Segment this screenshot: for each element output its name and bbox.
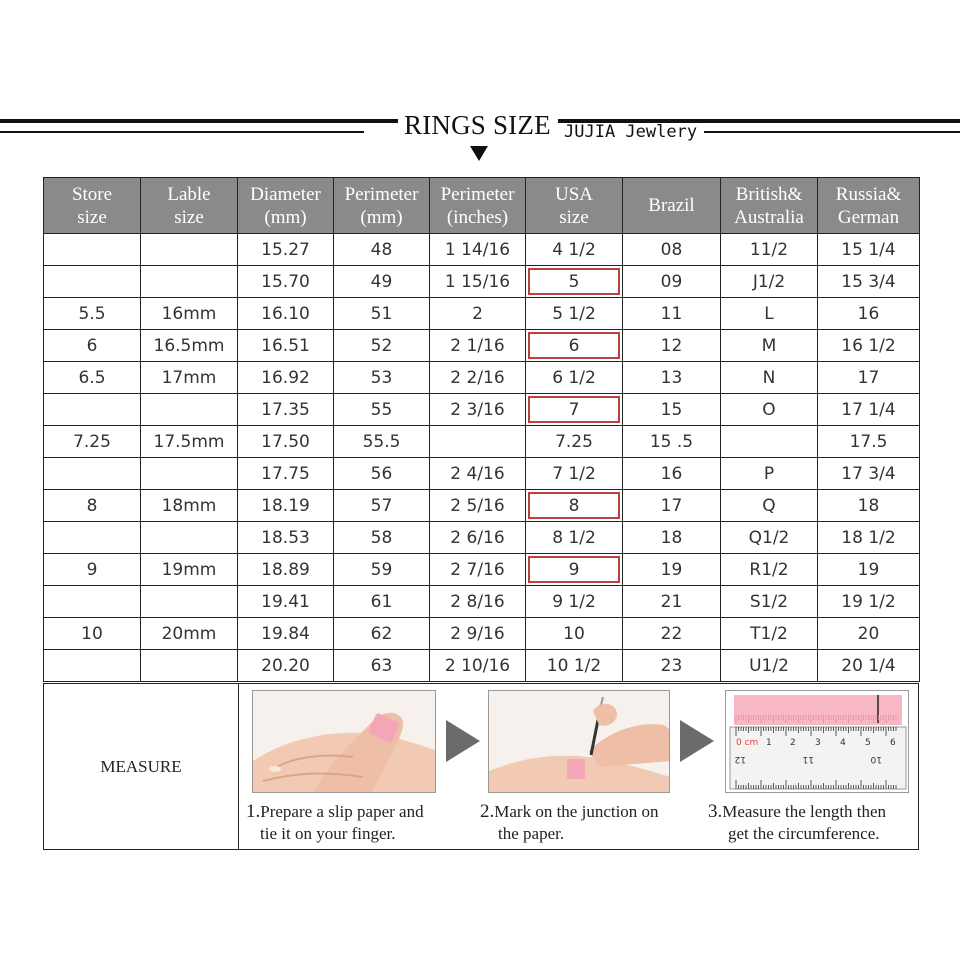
measure-label: MEASURE (44, 684, 239, 849)
table-cell: 16 (623, 458, 721, 490)
table-cell (44, 266, 141, 298)
step2-caption (480, 801, 690, 845)
step-text: Mark on the junction on (494, 802, 659, 821)
table-cell: 17.5 (818, 426, 920, 458)
table-header (44, 178, 920, 234)
column-header (721, 178, 818, 234)
table-cell: 11/2 (721, 234, 818, 266)
table-cell: 15.70 (238, 266, 334, 298)
table-cell (141, 234, 238, 266)
table-cell: 23 (623, 650, 721, 682)
column-header-text: USA (554, 183, 593, 205)
table-cell: 2 1/16 (430, 330, 526, 362)
table-cell: 2 (430, 298, 526, 330)
table-cell: 2 4/16 (430, 458, 526, 490)
column-header-text: (mm) (360, 206, 403, 228)
column-header-text: Lable (167, 183, 211, 205)
table-cell: 08 (623, 234, 721, 266)
table-cell (44, 650, 141, 682)
brand-name: JUJIA Jewlery (564, 122, 698, 142)
ruler-label: 6 (890, 738, 896, 748)
table-cell: 8 1/2 (526, 522, 623, 554)
step-number: 3. (708, 801, 723, 822)
step-text: get the circumference. (728, 824, 880, 843)
table-cell: 63 (334, 650, 430, 682)
table-cell: 2 8/16 (430, 586, 526, 618)
table-cell: 15 1/4 (818, 234, 920, 266)
table-cell: 16.10 (238, 298, 334, 330)
column-header-text: size (77, 206, 107, 228)
table-row (44, 426, 920, 458)
ruler-icon (726, 691, 909, 793)
table-cell: 2 3/16 (430, 394, 526, 426)
table-cell: 20.20 (238, 650, 334, 682)
table-row (44, 266, 920, 298)
step-text: Prepare a slip paper and (260, 802, 424, 821)
table-cell: 2 7/16 (430, 554, 526, 586)
table-cell: 2 6/16 (430, 522, 526, 554)
table-cell (44, 458, 141, 490)
table-cell: 16.5mm (141, 330, 238, 362)
table-cell: 15 (623, 394, 721, 426)
table-cell: 6 (44, 330, 141, 362)
table-cell: 2 2/16 (430, 362, 526, 394)
table-cell: 18.53 (238, 522, 334, 554)
table-cell: 20 1/4 (818, 650, 920, 682)
step-arrow-icon (680, 720, 714, 762)
table-cell: 51 (334, 298, 430, 330)
table-cell: 9 (44, 554, 141, 586)
table-cell: 17.5mm (141, 426, 238, 458)
table-cell: R1/2 (721, 554, 818, 586)
table-cell (430, 426, 526, 458)
table-row (44, 522, 920, 554)
table-cell: 16.51 (238, 330, 334, 362)
table-row (44, 234, 920, 266)
table-cell: 16 (818, 298, 920, 330)
table-cell: 17mm (141, 362, 238, 394)
table-cell: 19.41 (238, 586, 334, 618)
table-cell: 55 (334, 394, 430, 426)
column-header-text: German (837, 206, 900, 228)
table-cell: 5.5 (44, 298, 141, 330)
table-row (44, 490, 920, 522)
table-row (44, 586, 920, 618)
table-cell: 7.25 (44, 426, 141, 458)
table-cell: 19mm (141, 554, 238, 586)
table-cell: 16mm (141, 298, 238, 330)
column-header (526, 178, 623, 234)
table-cell: 8 (44, 490, 141, 522)
table-cell: 18mm (141, 490, 238, 522)
table-cell (141, 458, 238, 490)
table-body (44, 234, 920, 682)
column-header-text: Perimeter (440, 183, 515, 205)
table-cell: 17 3/4 (818, 458, 920, 490)
column-header-text: British& (735, 183, 803, 205)
table-cell: 10 (44, 618, 141, 650)
table-cell (44, 234, 141, 266)
table-cell (721, 426, 818, 458)
table-cell: 1 15/16 (430, 266, 526, 298)
table-cell: 18 1/2 (818, 522, 920, 554)
step-text: the paper. (498, 824, 565, 843)
table-cell: 17.75 (238, 458, 334, 490)
table-cell: 16.92 (238, 362, 334, 394)
table-cell: 6 1/2 (526, 362, 623, 394)
table-row (44, 362, 920, 394)
table-cell (44, 522, 141, 554)
step3-caption (708, 801, 918, 845)
table-cell: 55.5 (334, 426, 430, 458)
step-number: 2. (480, 801, 495, 822)
table-cell: 18.19 (238, 490, 334, 522)
table-cell: 09 (623, 266, 721, 298)
table-cell: 2 10/16 (430, 650, 526, 682)
table-cell: 18 (623, 522, 721, 554)
table-cell: 9 1/2 (526, 586, 623, 618)
table-cell: 48 (334, 234, 430, 266)
table-cell: 6 (526, 330, 623, 362)
table-cell: 19 (623, 554, 721, 586)
table-cell: 57 (334, 490, 430, 522)
table-cell: M (721, 330, 818, 362)
ruler-label: 2 (790, 738, 796, 748)
column-header (430, 178, 526, 234)
table-cell: L (721, 298, 818, 330)
table-cell: 21 (623, 586, 721, 618)
table-cell: 18 (818, 490, 920, 522)
table-cell: Q1/2 (721, 522, 818, 554)
ruler-label: 1 (766, 738, 772, 748)
ruler-label: 0 cm (736, 738, 759, 748)
hand-with-paper-icon (253, 691, 436, 793)
table-cell (141, 650, 238, 682)
header-rule-left-thin (0, 131, 364, 133)
column-header (44, 178, 141, 234)
ruler-label: 12 (734, 754, 746, 764)
table-cell: 2 5/16 (430, 490, 526, 522)
table-cell (141, 394, 238, 426)
step-text: Measure the length then (722, 802, 887, 821)
ruler-label: 3 (815, 738, 821, 748)
column-header (818, 178, 920, 234)
step-arrow-icon (446, 720, 480, 762)
table-cell: O (721, 394, 818, 426)
table-cell: 13 (623, 362, 721, 394)
column-header (334, 178, 430, 234)
hand-marking-paper-icon (489, 691, 670, 793)
page-title: RINGS SIZE (404, 110, 551, 140)
table-cell: 20mm (141, 618, 238, 650)
table-cell: 7 1/2 (526, 458, 623, 490)
step1-caption (246, 801, 456, 845)
table-cell: 6.5 (44, 362, 141, 394)
table-cell: 17.50 (238, 426, 334, 458)
column-header-text: Australia (734, 206, 804, 228)
step1-photo (252, 690, 436, 793)
column-header-text: Russia& (835, 183, 902, 205)
measure-section (43, 683, 919, 850)
table-cell: N (721, 362, 818, 394)
table-cell: S1/2 (721, 586, 818, 618)
table-cell: 17 (623, 490, 721, 522)
table-cell: 5 (526, 266, 623, 298)
table-row (44, 330, 920, 362)
column-header-text: Diameter (250, 183, 321, 205)
header-row (44, 178, 920, 234)
table-cell (141, 266, 238, 298)
ruler-label: 4 (840, 738, 846, 748)
table-cell: 19 1/2 (818, 586, 920, 618)
table-cell: J1/2 (721, 266, 818, 298)
column-header-text: Perimeter (344, 183, 419, 205)
step3-photo (725, 690, 909, 793)
ruler-label: 5 (865, 738, 871, 748)
table-cell: 18.89 (238, 554, 334, 586)
table-cell (44, 394, 141, 426)
column-header-text: (inches) (446, 206, 509, 228)
column-header-text: Brazil (648, 195, 695, 216)
table-cell: 17 1/4 (818, 394, 920, 426)
table-cell: 15 .5 (623, 426, 721, 458)
table-cell: 11 (623, 298, 721, 330)
table-cell: 22 (623, 618, 721, 650)
table-cell: 19 (818, 554, 920, 586)
table-cell: U1/2 (721, 650, 818, 682)
table-row (44, 554, 920, 586)
table-cell: 62 (334, 618, 430, 650)
table-cell: 7 (526, 394, 623, 426)
table-cell: 9 (526, 554, 623, 586)
step2-photo (488, 690, 670, 793)
step-number: 1. (246, 801, 261, 822)
table-cell: 56 (334, 458, 430, 490)
table-cell: 15 3/4 (818, 266, 920, 298)
table-cell (44, 586, 141, 618)
table-cell: 61 (334, 586, 430, 618)
table-cell: 1 14/16 (430, 234, 526, 266)
table-row (44, 298, 920, 330)
table-row (44, 458, 920, 490)
table-cell: 12 (623, 330, 721, 362)
column-header (141, 178, 238, 234)
table-row (44, 650, 920, 682)
table-cell: 17.35 (238, 394, 334, 426)
ring-size-table (43, 177, 920, 682)
table-cell: P (721, 458, 818, 490)
table-cell: 15.27 (238, 234, 334, 266)
table-cell: 49 (334, 266, 430, 298)
table-cell: 2 9/16 (430, 618, 526, 650)
table-cell: 52 (334, 330, 430, 362)
table-cell: 19.84 (238, 618, 334, 650)
column-header (623, 178, 721, 234)
ruler-label: 10 (870, 754, 882, 764)
table-cell: 16 1/2 (818, 330, 920, 362)
table-cell: 53 (334, 362, 430, 394)
table-cell: 10 1/2 (526, 650, 623, 682)
column-header (238, 178, 334, 234)
table-cell: 8 (526, 490, 623, 522)
table-cell (141, 586, 238, 618)
column-header-text: size (174, 206, 204, 228)
header-rule-left-thick (0, 119, 398, 123)
table-cell: 58 (334, 522, 430, 554)
down-arrow-icon (470, 146, 488, 161)
column-header-text: Store (71, 183, 113, 205)
table-cell: 4 1/2 (526, 234, 623, 266)
table-cell: 10 (526, 618, 623, 650)
table-cell: 59 (334, 554, 430, 586)
table-cell: 17 (818, 362, 920, 394)
table-cell: Q (721, 490, 818, 522)
ruler-label: 11 (802, 754, 814, 764)
table-row (44, 394, 920, 426)
step-text: tie it on your finger. (260, 824, 396, 843)
column-header-text: (mm) (264, 206, 307, 228)
header-rule-right-thin (704, 131, 960, 133)
table-cell: 20 (818, 618, 920, 650)
table-cell: 7.25 (526, 426, 623, 458)
table-row (44, 618, 920, 650)
table-cell: 5 1/2 (526, 298, 623, 330)
table-cell (141, 522, 238, 554)
column-header-text: size (559, 206, 589, 228)
table-cell: T1/2 (721, 618, 818, 650)
